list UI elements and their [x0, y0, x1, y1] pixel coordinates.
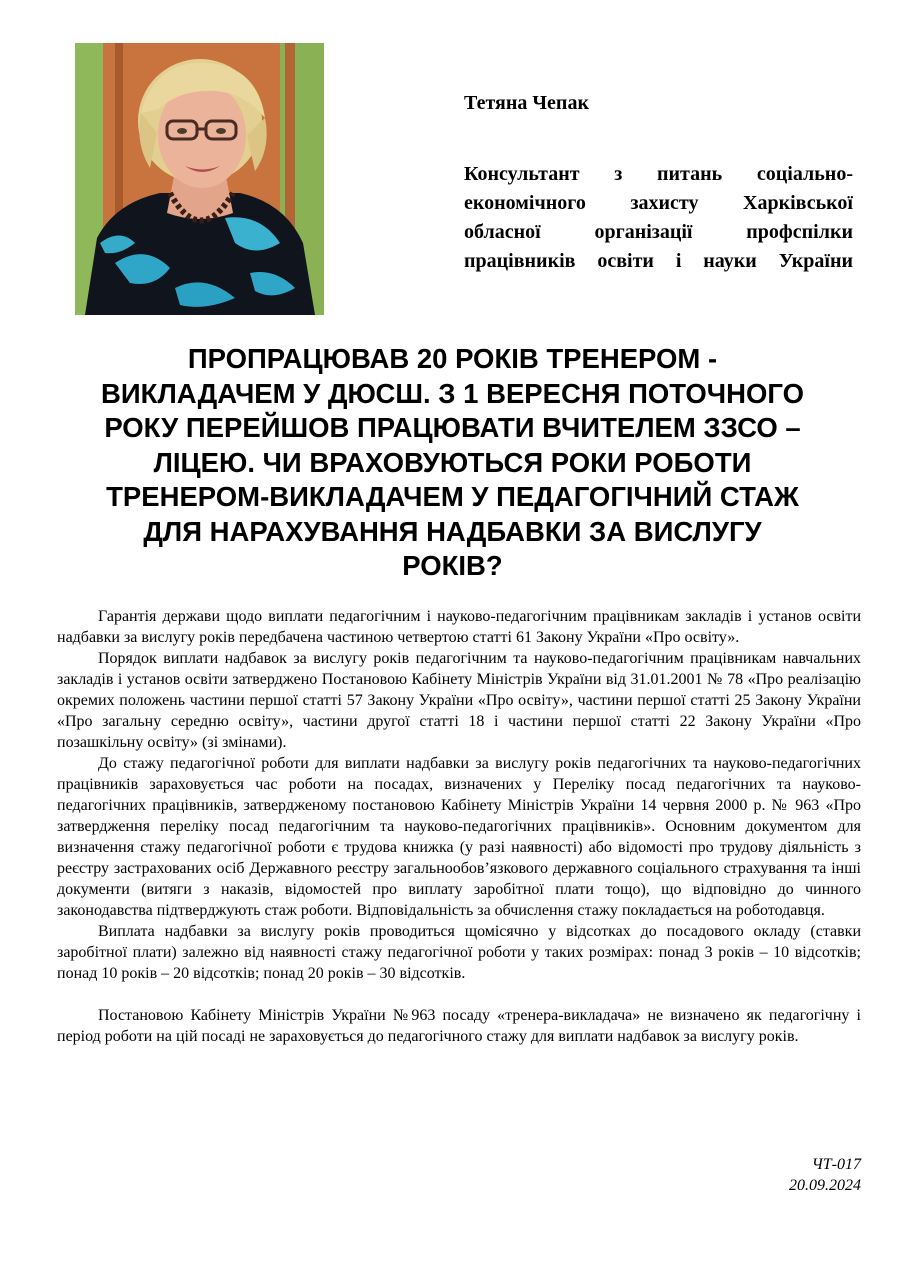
body-paragraph: Порядок виплати надбавок за вислугу років педагогічним та науково-педагогічним працівникам навчальних закладів і установ освіти затверджено Постановою Кабінету Міністрів України від 31.01.2001 № 78 «Про реалізацію окремих положень частини першої статті 57 Закону України «Про освіту», частини першої статті 25 Закону України «Про загальну середню освіту», частини другої статті 18 і частини першої статті 22 Закону України «Про позашкільну освіту» (зі змінами). [57, 650, 861, 751]
body-paragraph: Виплата надбавки за вислугу років проводиться щомісячно у відсотках до посадового окладу (ставки заробітної плати) залежно від наявності стажу педагогічної роботи у таких розмірах: понад 3 років – 10 відсотків; понад 10 років – 20 відсотків; понад 20 років – 30 відсотків. [57, 923, 861, 982]
body-paragraph: Постановою Кабінету Міністрів України №963 посаду «тренера-викладача» не визначено як педагогічну і період роботи на цій посаді не зараховується до педагогічного стажу для виплати надбавок за вислугу років. [57, 1007, 861, 1045]
document-code: ЧТ-017 [811, 1156, 861, 1173]
article-headline: ПРОПРАЦЮВАВ 20 РОКІВ ТРЕНЕРОМ - ВИКЛАДАЧЕМ У ДЮСШ. З 1 ВЕРЕСНЯ ПОТОЧНОГО РОКУ ПЕРЕЙШОВ ПРАЦЮВАТИ ВЧИТЕЛЕМ ЗЗСО – ЛІЦЕЮ. ЧИ ВРАХОВУЮТЬСЯ РОКИ РОБОТИ ТРЕНЕРОМ-ВИКЛАДАЧЕМ У ПЕДАГОГІЧНИЙ СТАЖ ДЛЯ НАРАХУВАННЯ НАДБАВКИ ЗА ВИСЛУГУ РОКІВ? [101, 343, 804, 581]
body-paragraph: Гарантія держави щодо виплати педагогічним і науково-педагогічним працівникам закладів і установ освіти надбавки за вислугу років передбачена частиною четвертою статті 61 Закону України «Про освіту». [57, 608, 861, 646]
author-position: Консультант з питань соціально-економічного захисту Харківської обласної організації профспілки працівників освіти і науки України [464, 163, 853, 272]
document-date: 20.09.2024 [789, 1177, 861, 1194]
author-photo [75, 43, 324, 315]
author-name: Тетяна Чепак [464, 92, 589, 114]
document-footer [661, 1154, 861, 1196]
article-body [57, 606, 861, 1047]
body-paragraph: До стажу педагогічної роботи для виплати надбавки за вислугу років педагогічних та науково-педагогічних працівників зараховується час роботи на посадах, визначених у Переліку посад педагогічних та науково-педагогічних працівників, затвердженому постановою Кабінету Міністрів України 14 червня 2000 р. № 963 «Про затвердження переліку посад педагогічним та науково-педагогічних працівників». Основним документом для визначення стажу педагогічної роботи є трудова книжка (у разі наявності) або відомості про трудову діяльність з реєстру застрахованих осіб Державного реєстру загальнообов’язкового державного соціального страхування та інші документи (витяги з наказів, відомостей про виплату заробітної плати тощо), що відповідно до чинного законодавства підтверджують стаж роботи. Відповідальність за обчислення стажу покладається на роботодавця. [57, 755, 861, 919]
